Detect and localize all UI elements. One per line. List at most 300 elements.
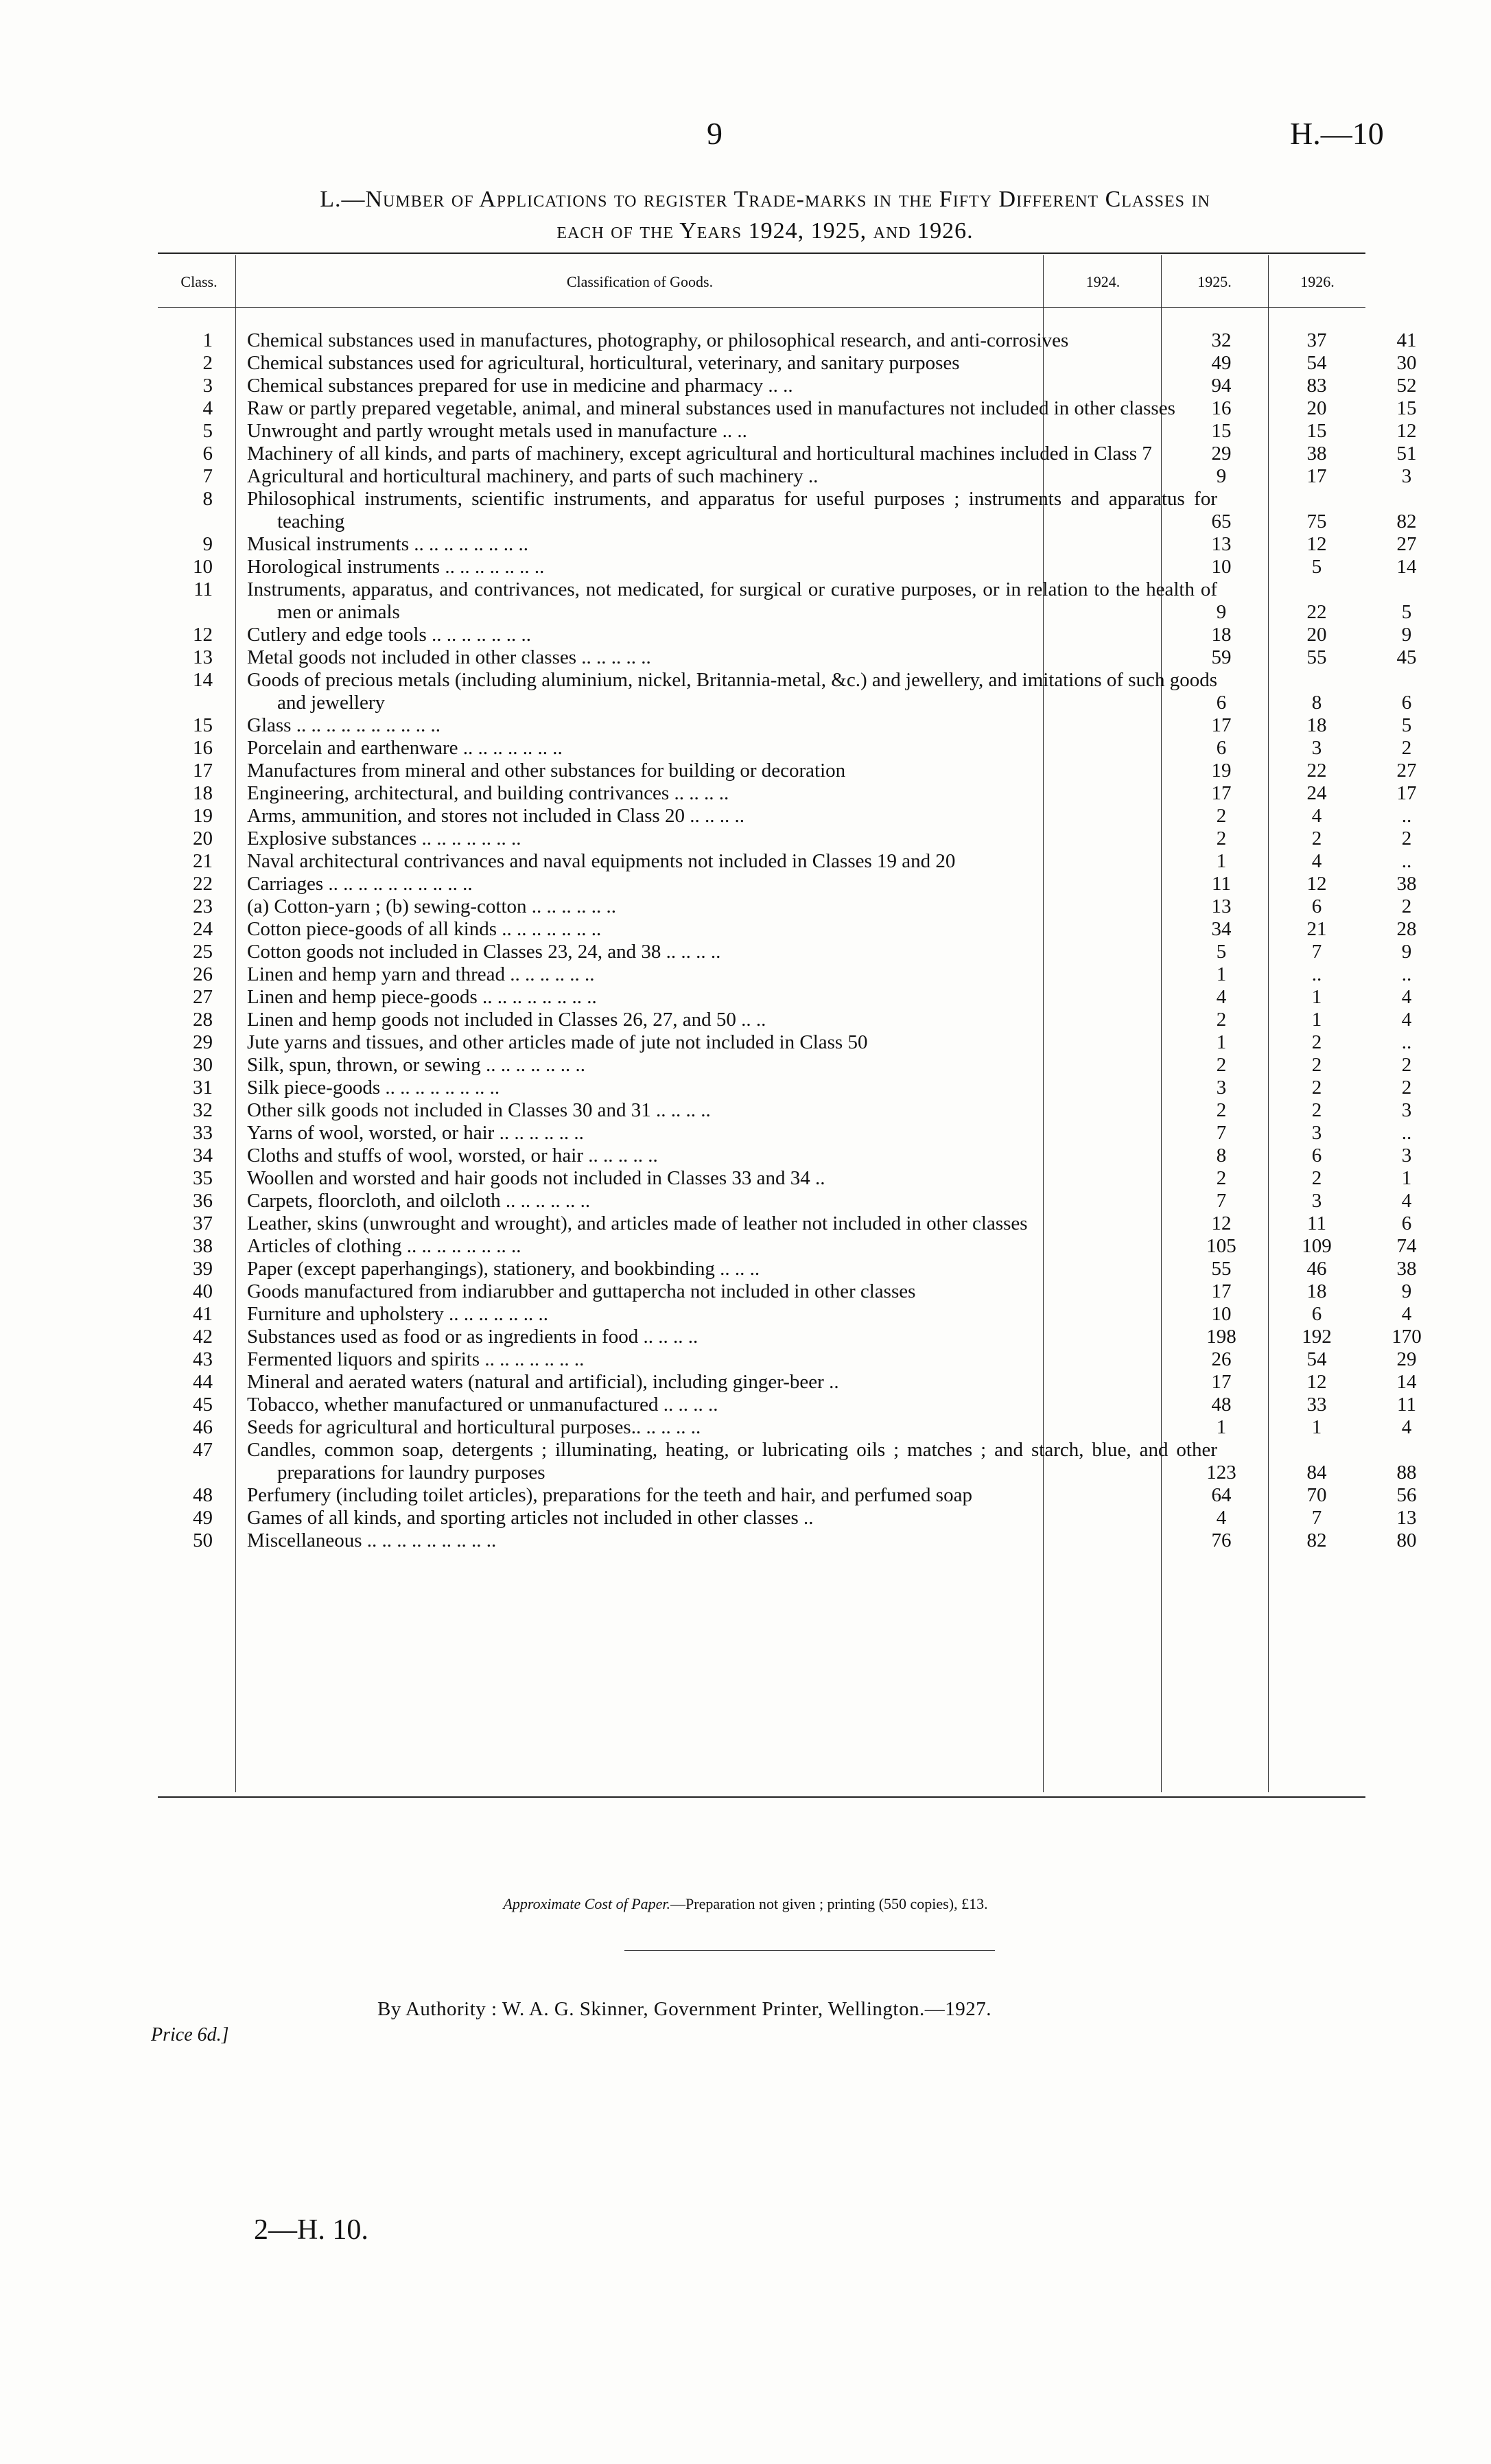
class-number: 44 [193, 1371, 213, 1393]
class-number: 37 [193, 1212, 213, 1234]
document-code-bottom: 2—H. 10. [254, 2214, 368, 2246]
class-number: 28 [193, 1009, 213, 1031]
value-1925: .. [1311, 963, 1322, 985]
table-row [158, 1394, 1416, 1416]
value-1925: 18 [1306, 714, 1327, 736]
table-row [158, 578, 1412, 624]
value-1924: 48 [1211, 1394, 1232, 1416]
table-row [158, 669, 1412, 714]
value-1926: 74 [1396, 1235, 1417, 1257]
goods-classification: Carriages .. .. .. .. .. .. .. .. .. .. [247, 873, 473, 895]
header-bottom-rule [158, 307, 1365, 308]
class-number: 36 [193, 1190, 213, 1212]
table-bottom-rule [158, 1796, 1365, 1798]
value-1925: 3 [1311, 1190, 1322, 1212]
value-1926: 6 [1401, 692, 1412, 714]
table-row [158, 873, 1417, 895]
class-number: 15 [193, 714, 213, 736]
table-row [158, 1054, 1412, 1077]
table-row [158, 805, 1412, 828]
value-1925: 5 [1311, 556, 1322, 578]
goods-classification: Arms, ammunition, and stores not included in Class 20 .. .. .. .. [247, 805, 744, 827]
value-1925: 6 [1311, 1145, 1322, 1166]
value-1924: 8 [1216, 1145, 1227, 1166]
class-number: 11 [193, 578, 213, 600]
class-number: 48 [193, 1484, 213, 1506]
value-1926: 170 [1392, 1326, 1422, 1348]
value-1925: 11 [1307, 1212, 1326, 1234]
table-row [158, 1439, 1417, 1484]
value-1924: 7 [1216, 1122, 1227, 1144]
value-1925: 1 [1311, 986, 1322, 1008]
class-number: 5 [202, 420, 213, 442]
class-number: 45 [193, 1394, 213, 1416]
value-1926: 88 [1396, 1462, 1417, 1483]
goods-classification: Furniture and upholstery .. .. .. .. .. .. .. [247, 1303, 548, 1325]
goods-classification: Linen and hemp yarn and thread .. .. .. .. .. .. [247, 963, 595, 985]
goods-classification: Linen and hemp goods not included in Classes 26, 27, and 50 .. .. [247, 1009, 766, 1031]
class-number: 16 [193, 737, 213, 759]
value-1925: 75 [1306, 511, 1327, 532]
value-1926: 9 [1401, 624, 1412, 646]
value-1926: 1 [1401, 1167, 1412, 1189]
class-number: 43 [193, 1348, 213, 1370]
goods-classification: Woollen and worsted and hair goods not included in Classes 33 and 34 .. [247, 1167, 825, 1189]
value-1924: 76 [1211, 1529, 1232, 1551]
class-number: 40 [193, 1280, 213, 1302]
document-code: H.—10 [1290, 116, 1384, 151]
value-1926: 3 [1401, 465, 1412, 487]
value-1924: 2 [1216, 1054, 1227, 1076]
value-1925: 84 [1306, 1462, 1327, 1483]
goods-classification: Naval architectural contrivances and naval equipments not included in Classes 19 and 20 [247, 850, 956, 872]
goods-classification: Games of all kinds, and sporting articles not included in other classes .. [247, 1507, 814, 1529]
value-1924: 1 [1216, 1416, 1227, 1438]
class-number: 42 [193, 1326, 213, 1348]
value-1926: 3 [1401, 1145, 1412, 1166]
table-row [158, 760, 1417, 782]
value-1924: 55 [1211, 1258, 1232, 1280]
value-1926: 9 [1401, 941, 1412, 963]
goods-classification: Substances used as food or as ingredients in food .. .. .. .. [247, 1326, 698, 1348]
value-1924: 34 [1211, 918, 1232, 940]
table-row [158, 1326, 1422, 1348]
class-number: 31 [193, 1077, 213, 1099]
value-1924: 94 [1211, 375, 1232, 397]
value-1926: 14 [1396, 1371, 1417, 1393]
table-row [158, 850, 1412, 873]
value-1924: 17 [1211, 714, 1232, 736]
value-1926: 30 [1396, 352, 1417, 374]
value-1924: 15 [1211, 420, 1232, 442]
value-1926: 3 [1401, 1099, 1412, 1121]
value-1925: 6 [1311, 895, 1322, 917]
class-number: 23 [193, 895, 213, 917]
col-header-1925: 1925. [1197, 273, 1232, 290]
table-row [158, 420, 1417, 443]
table-row [158, 624, 1412, 646]
value-1924: 32 [1211, 329, 1232, 351]
goods-classification: Jute yarns and tissues, and other articles made of jute not included in Class 50 [247, 1031, 868, 1053]
table-row [158, 1077, 1412, 1099]
value-1926: 27 [1396, 760, 1417, 782]
value-1926: 4 [1401, 1190, 1412, 1212]
table-row [158, 375, 1417, 397]
table-row [158, 986, 1412, 1009]
value-1926: 4 [1401, 986, 1412, 1008]
class-number: 21 [193, 850, 213, 872]
goods-classification: Silk piece-goods .. .. .. .. .. .. .. .. [247, 1077, 500, 1099]
goods-classification: Horological instruments .. .. .. .. .. .. .. [247, 556, 545, 578]
value-1925: 1 [1311, 1416, 1322, 1438]
price: Price 6d.] [151, 2024, 229, 2045]
value-1924: 5 [1216, 941, 1227, 963]
cost-label: Approximate Cost of Paper. [503, 1895, 671, 1912]
class-number: 30 [193, 1054, 213, 1076]
value-1925: 192 [1302, 1326, 1332, 1348]
value-1924: 6 [1216, 737, 1227, 759]
value-1926: 28 [1396, 918, 1417, 940]
value-1925: 82 [1306, 1529, 1327, 1551]
goods-classification: Glass .. .. .. .. .. .. .. .. .. .. [247, 714, 441, 736]
value-1925: 109 [1302, 1235, 1332, 1257]
class-number: 14 [193, 669, 213, 691]
class-number: 19 [193, 805, 213, 827]
class-number: 25 [193, 941, 213, 963]
value-1926: 2 [1401, 1054, 1412, 1076]
value-1926: 4 [1401, 1303, 1412, 1325]
value-1924: 198 [1206, 1326, 1236, 1348]
goods-classification: Unwrought and partly wrought metals used in manufacture .. .. [247, 420, 747, 442]
value-1924: 105 [1206, 1235, 1236, 1257]
value-1924: 18 [1211, 624, 1232, 646]
value-1924: 26 [1211, 1348, 1232, 1370]
value-1925: 2 [1311, 1031, 1322, 1053]
value-1926: 45 [1396, 646, 1417, 668]
class-number: 49 [193, 1507, 213, 1529]
goods-classification: Mineral and aerated waters (natural and artificial), including ginger-beer .. [247, 1371, 839, 1393]
table-row [158, 1167, 1412, 1190]
class-number: 3 [202, 375, 213, 397]
class-number: 7 [202, 465, 213, 487]
value-1925: 3 [1311, 1122, 1322, 1144]
value-1924: 59 [1211, 646, 1232, 668]
value-1926: 2 [1401, 737, 1412, 759]
value-1925: 4 [1311, 850, 1322, 872]
value-1925: 2 [1311, 1099, 1322, 1121]
value-1926: 17 [1396, 782, 1417, 804]
value-1926: 14 [1396, 556, 1417, 578]
class-number: 26 [193, 963, 213, 985]
table-row [158, 714, 1412, 737]
class-number: 35 [193, 1167, 213, 1189]
table-row [158, 1031, 1412, 1054]
goods-classification: Silk, spun, thrown, or sewing .. .. .. .. .. .. .. [247, 1054, 585, 1076]
goods-classification: Tobacco, whether manufactured or unmanufactured .. .. .. .. [247, 1394, 718, 1416]
value-1925: 70 [1306, 1484, 1327, 1506]
printer-authority: By Authority : W. A. G. Skinner, Government Printer, Wellington.—1927. [377, 1998, 991, 2020]
value-1926: 52 [1396, 375, 1417, 397]
value-1925: 12 [1306, 1371, 1327, 1393]
goods-classification: Manufactures from mineral and other substances for building or decoration [247, 760, 846, 782]
table-row [158, 918, 1417, 941]
value-1925: 22 [1306, 601, 1327, 623]
class-number: 27 [193, 986, 213, 1008]
value-1924: 19 [1211, 760, 1232, 782]
goods-classification: Cloths and stuffs of wool, worsted, or hair .. .. .. .. .. [247, 1145, 658, 1166]
goods-classification: Perfumery (including toilet articles), preparations for the teeth and hair, and perfumed soap [247, 1484, 972, 1506]
value-1926: 2 [1401, 895, 1412, 917]
table-heading [168, 184, 1362, 247]
value-1926: 4 [1401, 1416, 1412, 1438]
value-1924: 2 [1216, 828, 1227, 849]
table-row [158, 1484, 1417, 1507]
goods-classification: (a) Cotton-yarn ; (b) sewing-cotton .. .. .. .. .. .. [247, 895, 617, 917]
value-1926: 9 [1401, 1280, 1412, 1302]
goods-classification: Explosive substances .. .. .. .. .. .. .. [247, 828, 521, 849]
table-row [158, 963, 1412, 986]
value-1926: 29 [1396, 1348, 1417, 1370]
value-1924: 65 [1211, 511, 1232, 532]
value-1925: 21 [1306, 918, 1327, 940]
value-1924: 7 [1216, 1190, 1227, 1212]
table-row [158, 533, 1417, 556]
value-1925: 12 [1306, 873, 1327, 895]
value-1926: 38 [1396, 1258, 1417, 1280]
value-1926: .. [1401, 805, 1412, 827]
table-row [158, 646, 1417, 669]
value-1926: 5 [1401, 601, 1412, 623]
value-1925: 2 [1311, 828, 1322, 849]
class-number: 47 [193, 1439, 213, 1461]
table-row [158, 1529, 1417, 1552]
class-number: 2 [202, 352, 213, 374]
table-row [158, 1507, 1417, 1529]
value-1925: 2 [1311, 1054, 1322, 1076]
value-1925: 6 [1311, 1303, 1322, 1325]
class-number: 38 [193, 1235, 213, 1257]
value-1924: 2 [1216, 805, 1227, 827]
class-number: 22 [193, 873, 213, 895]
table-row [158, 556, 1417, 578]
table-top-rule [158, 253, 1365, 254]
value-1924: 17 [1211, 782, 1232, 804]
value-1926: 2 [1401, 828, 1412, 849]
class-number: 10 [193, 556, 213, 578]
value-1924: 10 [1211, 556, 1232, 578]
value-1925: 83 [1306, 375, 1327, 397]
col-header-1924: 1924. [1085, 273, 1120, 290]
value-1925: 4 [1311, 805, 1322, 827]
goods-classification: Instruments, apparatus, and contrivances, not medicated, for surgical or curative purposes, or in relation to the health of men or animals [247, 578, 1217, 623]
table-row [158, 1122, 1412, 1145]
class-number: 8 [202, 488, 213, 510]
class-number: 18 [193, 782, 213, 804]
value-1924: 49 [1211, 352, 1232, 374]
value-1926: .. [1401, 1122, 1412, 1144]
value-1926: .. [1401, 963, 1412, 985]
value-1925: 18 [1306, 1280, 1327, 1302]
goods-classification: Raw or partly prepared vegetable, animal, and mineral substances used in manufactures not included in other classes [247, 397, 1175, 419]
goods-classification: Cotton piece-goods of all kinds .. .. .. .. .. .. .. [247, 918, 602, 940]
goods-classification: Chemical substances used for agricultural, horticultural, veterinary, and sanitary purposes [247, 352, 960, 374]
goods-classification: Leather, skins (unwrought and wrought), and articles made of leather not included in other classes [247, 1212, 1028, 1234]
class-number: 12 [193, 624, 213, 646]
col-header-class: Class. [180, 273, 218, 290]
value-1925: 7 [1311, 1507, 1322, 1529]
goods-classification: Miscellaneous .. .. .. .. .. .. .. .. .. [247, 1529, 497, 1551]
goods-classification: Candles, common soap, detergents ; illuminating, heating, or lubricating oils ; matches ; and starch, blue, and other preparations for laundry purposes [247, 1439, 1217, 1483]
table-row [158, 352, 1417, 375]
class-number: 32 [193, 1099, 213, 1121]
value-1924: 13 [1211, 895, 1232, 917]
table-row [158, 737, 1412, 760]
footer-rule [624, 1950, 995, 1951]
value-1926: 2 [1401, 1077, 1412, 1099]
class-number: 46 [193, 1416, 213, 1438]
table-row [158, 828, 1412, 850]
goods-classification: Goods of precious metals (including aluminium, nickel, Britannia-metal, &c.) and jewellery, and imitations of such goods and jewellery [247, 669, 1217, 714]
value-1925: 17 [1306, 465, 1327, 487]
goods-classification: Goods manufactured from indiarubber and guttapercha not included in other classes [247, 1280, 916, 1302]
value-1925: 2 [1311, 1077, 1322, 1099]
table-row [158, 1303, 1412, 1326]
value-1925: 1 [1311, 1009, 1322, 1031]
table-row [158, 488, 1417, 533]
table-row [158, 1258, 1417, 1280]
value-1925: 33 [1306, 1394, 1327, 1416]
table-row [158, 1280, 1412, 1303]
value-1926: .. [1401, 1031, 1412, 1053]
value-1925: 22 [1306, 760, 1327, 782]
value-1924: 4 [1216, 986, 1227, 1008]
class-number: 17 [193, 760, 213, 782]
value-1924: 10 [1211, 1303, 1232, 1325]
class-number: 4 [202, 397, 213, 419]
value-1924: 9 [1216, 465, 1227, 487]
goods-classification: Cutlery and edge tools .. .. .. .. .. .. .. [247, 624, 532, 646]
value-1926: 80 [1396, 1529, 1417, 1551]
table-row [158, 329, 1417, 352]
table-row [158, 1212, 1412, 1235]
value-1924: 64 [1211, 1484, 1232, 1506]
table-row [158, 1235, 1417, 1258]
value-1926: 56 [1396, 1484, 1417, 1506]
value-1926: 15 [1396, 397, 1417, 419]
goods-classification: Porcelain and earthenware .. .. .. .. .. .. .. [247, 737, 563, 759]
table-row [158, 895, 1412, 918]
value-1925: 3 [1311, 737, 1322, 759]
table-body [158, 329, 1422, 1552]
value-1924: 6 [1216, 692, 1227, 714]
class-number: 33 [193, 1122, 213, 1144]
col-header-1926: 1926. [1300, 273, 1335, 290]
value-1924: 9 [1216, 601, 1227, 623]
table-row [158, 1099, 1412, 1122]
table-row [158, 1348, 1417, 1371]
value-1926: 6 [1401, 1212, 1412, 1234]
value-1925: 12 [1306, 533, 1327, 555]
value-1925: 2 [1311, 1167, 1322, 1189]
class-number: 9 [202, 533, 213, 555]
class-number: 13 [193, 646, 213, 668]
value-1924: 1 [1216, 963, 1227, 985]
class-number: 1 [202, 329, 213, 351]
goods-classification: Other silk goods not included in Classes 30 and 31 .. .. .. .. [247, 1099, 711, 1121]
goods-classification: Seeds for agricultural and horticultural purposes.. .. .. .. .. [247, 1416, 701, 1438]
value-1924: 2 [1216, 1009, 1227, 1031]
value-1926: 11 [1397, 1394, 1416, 1416]
goods-classification: Philosophical instruments, scientific instruments, and apparatus for useful purposes ; instruments and apparatus for teaching [247, 488, 1217, 532]
table-row [158, 443, 1417, 465]
value-1926: 82 [1396, 511, 1417, 532]
value-1926: 51 [1396, 443, 1417, 465]
table-row [158, 1145, 1412, 1167]
value-1926: .. [1401, 850, 1412, 872]
table-row [158, 397, 1417, 420]
class-number: 20 [193, 828, 213, 849]
value-1926: 13 [1396, 1507, 1417, 1529]
value-1926: 4 [1401, 1009, 1412, 1031]
value-1924: 123 [1206, 1462, 1236, 1483]
goods-classification: Carpets, floorcloth, and oilcloth .. .. .. .. .. .. [247, 1190, 591, 1212]
value-1924: 17 [1211, 1371, 1232, 1393]
goods-classification: Cotton goods not included in Classes 23, 24, and 38 .. .. .. .. [247, 941, 721, 963]
value-1924: 2 [1216, 1099, 1227, 1121]
goods-classification: Agricultural and horticultural machinery, and parts of such machinery .. [247, 465, 819, 487]
value-1924: 1 [1216, 850, 1227, 872]
goods-classification: Fermented liquors and spirits .. .. .. .. .. .. .. [247, 1348, 585, 1370]
page-number: 9 [707, 116, 723, 151]
table-row [158, 1371, 1417, 1394]
value-1924: 13 [1211, 533, 1232, 555]
value-1926: 5 [1401, 714, 1412, 736]
class-number: 29 [193, 1031, 213, 1053]
value-1924: 29 [1211, 443, 1232, 465]
goods-classification: Metal goods not included in other classes .. .. .. .. .. [247, 646, 651, 668]
table-row [158, 465, 1412, 488]
table-row [158, 1190, 1412, 1212]
col-header-classification: Classification of Goods. [566, 273, 714, 290]
heading-line-1: L.—Number of Applications to register Trade-marks in the Fifty Different Classes in [320, 187, 1210, 212]
value-1924: 11 [1212, 873, 1231, 895]
value-1925: 20 [1306, 624, 1327, 646]
value-1925: 15 [1306, 420, 1327, 442]
goods-classification: Articles of clothing .. .. .. .. .. .. .. .. [247, 1235, 521, 1257]
value-1926: 12 [1396, 420, 1417, 442]
class-number: 39 [193, 1258, 213, 1280]
table-row [158, 1009, 1412, 1031]
value-1924: 12 [1211, 1212, 1232, 1234]
cost-note [0, 1895, 1491, 1913]
value-1926: 38 [1396, 873, 1417, 895]
value-1925: 20 [1306, 397, 1327, 419]
class-number: 34 [193, 1145, 213, 1166]
goods-classification: Linen and hemp piece-goods .. .. .. .. .. .. .. .. [247, 986, 597, 1008]
goods-classification: Paper (except paperhangings), stationery, and bookbinding .. .. .. [247, 1258, 760, 1280]
value-1924: 17 [1211, 1280, 1232, 1302]
class-number: 6 [202, 443, 213, 465]
value-1924: 2 [1216, 1167, 1227, 1189]
class-number: 41 [193, 1303, 213, 1325]
value-1925: 7 [1311, 941, 1322, 963]
value-1925: 37 [1306, 329, 1327, 351]
value-1925: 54 [1306, 352, 1327, 374]
heading-line-2: each of the Years 1924, 1925, and 1926. [556, 218, 974, 244]
value-1925: 38 [1306, 443, 1327, 465]
table-row [158, 941, 1412, 963]
value-1924: 1 [1216, 1031, 1227, 1053]
